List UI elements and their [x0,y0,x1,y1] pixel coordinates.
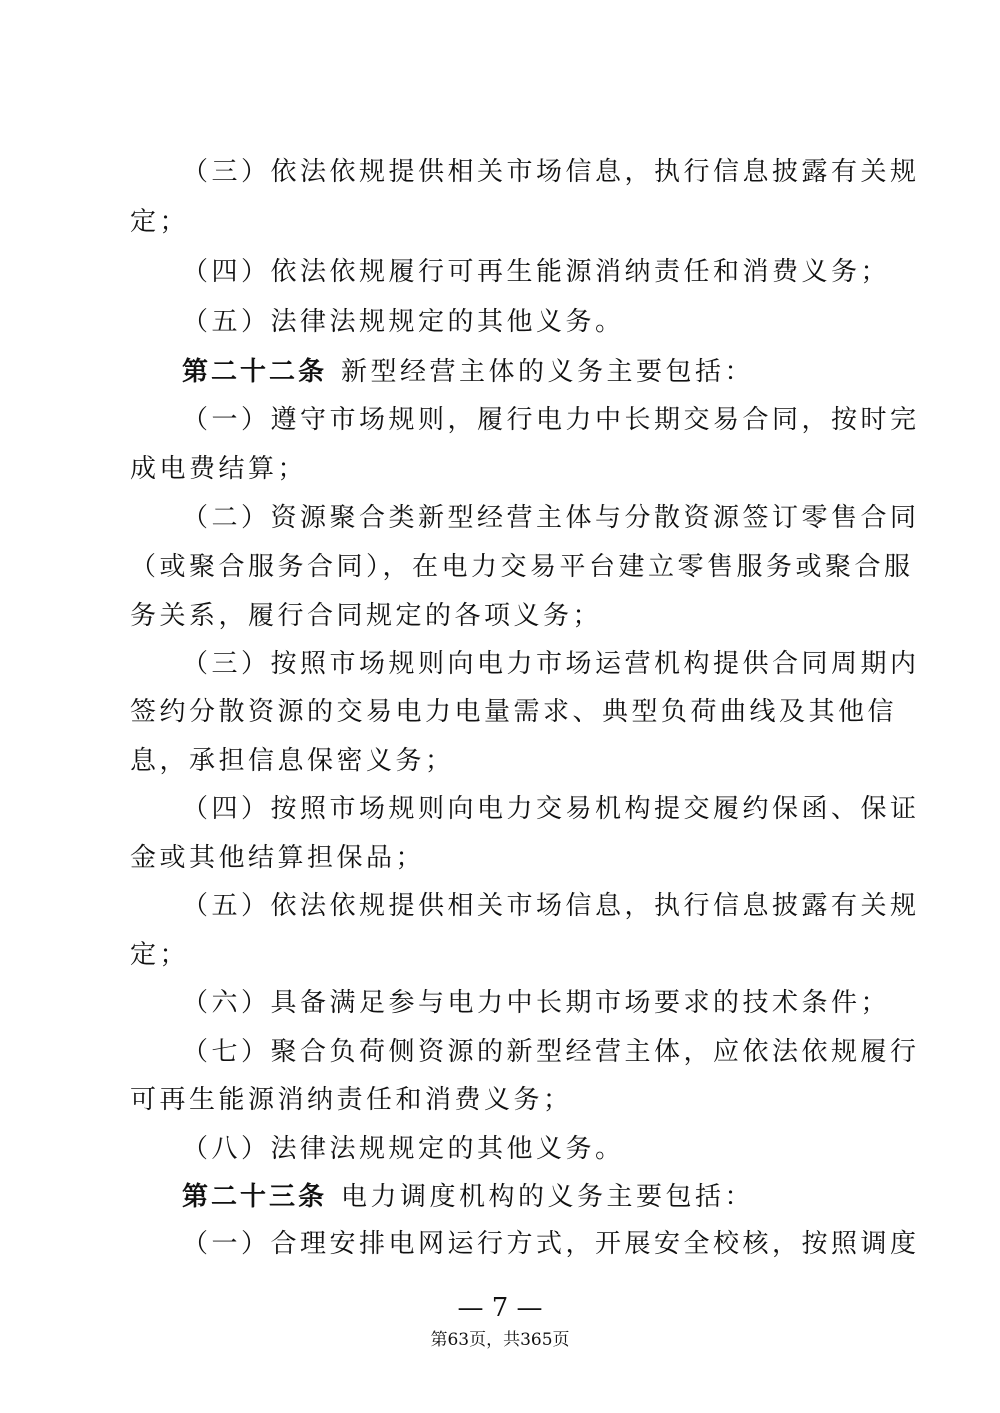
paragraph-line: （四）按照市场规则向电力交易机构提交履约保函、保证 [182,794,920,824]
article-number: 第二十二条 [182,357,328,387]
paragraph-line: （七）聚合负荷侧资源的新型经营主体，应依法依规履行 [182,1037,920,1067]
article-heading-23 [182,1177,754,1217]
paragraph-line: 务关系，履行合同规定的各项义务； [130,601,603,631]
paragraph-line: （一）遵守市场规则，履行电力中长期交易合同，按时完 [182,405,920,435]
paragraph-line: 成电费结算； [130,454,308,484]
paragraph-line: （六）具备满足参与电力中长期市场要求的技术条件； [182,988,891,1018]
paragraph-line: 息，承担信息保密义务； [130,746,455,776]
paragraph-line: （五）法律法规规定的其他义务。 [182,307,625,337]
article-title: 电力调度机构的义务主要包括： [341,1182,755,1212]
article-number: 第二十三条 [182,1182,328,1212]
page-number: — 7 — [457,1293,543,1323]
paragraph-line: （五）依法依规提供相关市场信息，执行信息披露有关规 [182,891,920,921]
paragraph-line: （四）依法依规履行可再生能源消纳责任和消费义务； [182,257,891,287]
paragraph-line: 可再生能源消纳责任和消费义务； [130,1085,573,1115]
paragraph-line: （或聚合服务合同），在电力交易平台建立零售服务或聚合服 [130,552,914,582]
paragraph-line: 签约分散资源的交易电力电量需求、典型负荷曲线及其他信 [130,697,898,727]
article-heading-22 [182,352,754,392]
paragraph-line: 金或其他结算担保品； [130,843,426,873]
paragraph-line: （三）依法依规提供相关市场信息，执行信息披露有关规 [182,157,920,187]
paragraph-line: （一）合理安排电网运行方式，开展安全校核，按照调度 [182,1229,920,1259]
paragraph-line: 定； [130,207,190,237]
article-title: 新型经营主体的义务主要包括： [341,357,755,387]
paragraph-line: 定； [130,940,190,970]
paragraph-line: （二）资源聚合类新型经营主体与分散资源签订零售合同 [182,503,920,533]
paragraph-line: （八）法律法规规定的其他义务。 [182,1134,625,1164]
page-counter: 第63页，共365页 [430,1330,570,1350]
paragraph-line: （三）按照市场规则向电力市场运营机构提供合同周期内 [182,649,920,679]
